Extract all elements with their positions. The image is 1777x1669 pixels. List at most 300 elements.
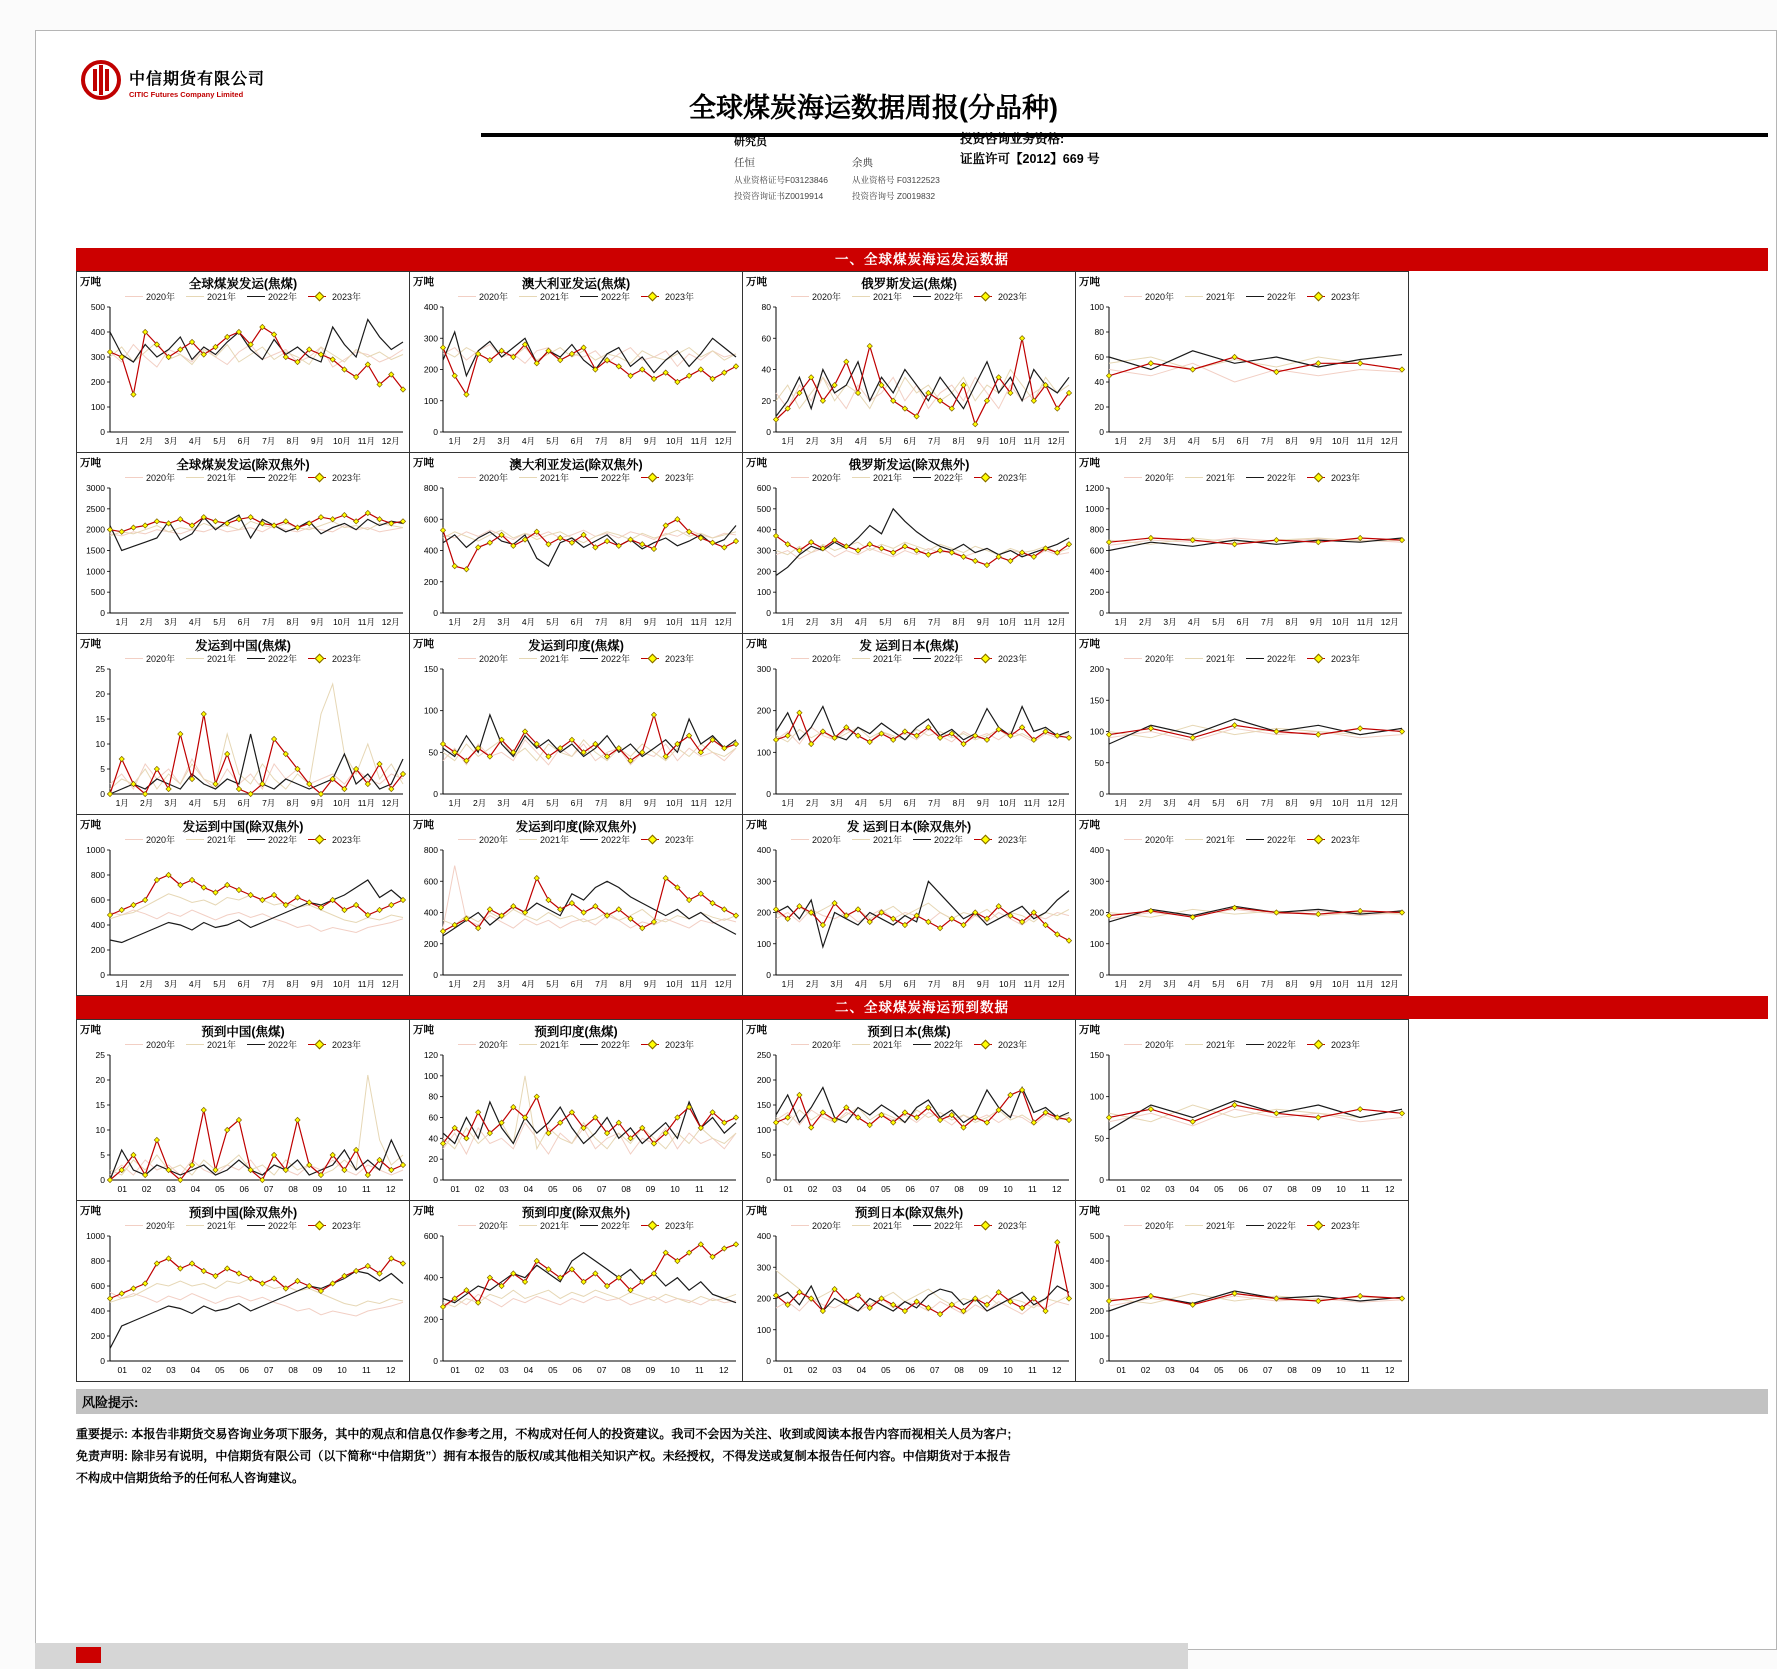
chart-title: 预到日本(焦煤) [867, 1025, 951, 1039]
x-tick-label: 6月 [903, 979, 917, 989]
x-tick-label: 09 [645, 1184, 656, 1194]
researcher-name: 任恒 [734, 157, 755, 169]
x-tick-label: 5月 [213, 436, 227, 446]
chart-legend [743, 290, 1075, 302]
x-tick-label: 07 [263, 1365, 274, 1375]
x-tick-label: 04 [1189, 1365, 1200, 1375]
title-underline [481, 61, 1768, 137]
legend-item [1124, 1219, 1174, 1232]
legend-label: 2023年 [665, 834, 695, 845]
chart-发 运到日本(除双焦外) [743, 815, 1076, 996]
section1-banner: 一、全球煤炭海运发运数据 [76, 248, 1768, 271]
chart-unit-label: 万吨 [1079, 276, 1100, 288]
legend-item [1246, 833, 1296, 846]
y-tick-label: 80 [761, 302, 771, 312]
x-tick-label: 02 [474, 1184, 485, 1194]
y-tick-label: 1000 [1085, 503, 1104, 514]
series-markers-2023年 [440, 712, 738, 763]
legend-diamond-marker [1314, 834, 1324, 844]
chart-legend [1076, 1038, 1408, 1050]
y-tick-label: 80 [428, 1091, 438, 1102]
x-tick-label: 05 [215, 1184, 225, 1194]
x-tick-label: 3月 [1163, 617, 1177, 627]
x-tick-label: 10月 [332, 979, 351, 989]
chart-发运到印度(除双焦外) [410, 815, 743, 996]
y-tick-label: 400 [1089, 845, 1104, 855]
chart-legend [1076, 652, 1408, 664]
x-tick-label: 01 [450, 1184, 460, 1194]
x-tick-label: 12 [719, 1365, 729, 1375]
x-tick-label: 04 [190, 1184, 201, 1194]
x-tick-label: 6月 [1236, 617, 1250, 627]
y-tick-label: 2000 [86, 524, 105, 535]
y-tick-label: 600 [423, 514, 438, 525]
x-tick-label: 01 [1116, 1365, 1126, 1375]
y-tick-label: 100 [1089, 1091, 1104, 1102]
series-line-2023年 [776, 713, 1069, 744]
chart-plot [743, 1051, 1074, 1198]
x-tick-label: 11 [1360, 1365, 1370, 1375]
y-tick-label: 0 [100, 970, 105, 980]
x-tick-label: 7月 [262, 436, 276, 446]
legend-label: 2021年 [1205, 472, 1235, 483]
chart-plot [743, 665, 1074, 812]
x-tick-label: 5月 [879, 798, 893, 808]
legend-diamond-marker [315, 1220, 325, 1230]
x-tick-label: 10 [1336, 1184, 1346, 1194]
chart-unit-label: 万吨 [746, 638, 767, 650]
researcher-1 [734, 155, 828, 206]
x-tick-label: 12月 [714, 617, 733, 627]
x-tick-label: 6月 [903, 436, 917, 446]
series-line-2022年 [776, 509, 1069, 576]
legend-label: 2023年 [1331, 1220, 1361, 1231]
legend-swatch [519, 839, 537, 840]
x-tick-label: 7月 [595, 617, 609, 627]
legend-item [186, 652, 236, 665]
x-tick-label: 11月 [357, 979, 376, 989]
y-tick-label: 100 [1089, 726, 1104, 737]
x-tick-label: 6月 [570, 979, 584, 989]
x-tick-label: 01 [783, 1365, 793, 1375]
x-tick-label: 3月 [164, 979, 178, 989]
legend-swatch [125, 477, 143, 478]
x-tick-label: 8月 [286, 979, 300, 989]
legend-swatch [519, 1044, 537, 1045]
y-tick-label: 800 [90, 1256, 105, 1266]
legend-item [1307, 652, 1360, 665]
legend-label: 2021年 [206, 1039, 236, 1050]
legend-diamond-marker [981, 653, 991, 663]
qualification-block [960, 129, 1100, 169]
x-tick-label: 3月 [164, 798, 178, 808]
legend-swatch [247, 658, 265, 659]
x-tick-label: 7月 [595, 436, 609, 446]
chart-unit-label: 万吨 [746, 457, 767, 469]
legend-label: 2021年 [872, 1039, 902, 1050]
legend-label: 2020年 [478, 472, 508, 483]
legend-item [1124, 1038, 1174, 1051]
y-tick-label: 0 [1099, 608, 1104, 618]
y-tick-label: 100 [1089, 938, 1104, 949]
legend-item [791, 1038, 841, 1051]
chart-cell-partial [1076, 1201, 1409, 1382]
legend-label: 2023年 [332, 291, 362, 302]
x-tick-label: 05 [548, 1365, 558, 1375]
x-tick-label: 12月 [381, 617, 400, 627]
x-tick-label: 9月 [310, 436, 325, 446]
chart-plot [410, 846, 741, 993]
legend-label: 2023年 [998, 291, 1028, 302]
y-tick-label: 600 [423, 876, 438, 887]
y-tick-label: 1000 [86, 845, 105, 855]
y-tick-label: 200 [756, 907, 771, 918]
legend-diamond-marker [648, 1220, 658, 1230]
legend-label: 2020年 [1144, 1220, 1174, 1231]
legend-item [1185, 1038, 1235, 1051]
chart-unit-label: 万吨 [746, 1024, 767, 1036]
x-tick-label: 06 [1238, 1184, 1249, 1194]
y-tick-label: 3000 [86, 483, 105, 493]
legend-swatch [458, 658, 476, 659]
x-tick-label: 09 [1311, 1184, 1322, 1194]
legend-swatch [791, 296, 809, 297]
y-tick-label: 300 [90, 352, 105, 362]
x-tick-label: 10月 [665, 436, 684, 446]
legend-swatch [1185, 477, 1203, 478]
legend-label: 2023年 [665, 1039, 695, 1050]
legend-label: 2023年 [998, 834, 1028, 845]
chart-俄罗斯发运(焦煤) [743, 272, 1076, 453]
legend-swatch [125, 839, 143, 840]
legend-label: 2022年 [601, 1220, 631, 1231]
legend-label: 2022年 [601, 1039, 631, 1050]
x-tick-label: 2月 [473, 617, 487, 627]
legend-label: 2022年 [934, 291, 964, 302]
y-tick-label: 150 [756, 1100, 771, 1110]
x-tick-label: 2月 [473, 979, 487, 989]
x-tick-label: 11月 [1356, 436, 1375, 446]
x-tick-label: 10月 [665, 617, 684, 627]
legend-item [1185, 290, 1235, 303]
chart-unit-label: 万吨 [80, 1205, 101, 1217]
chart-unit-label: 万吨 [1079, 1024, 1100, 1036]
chart-预到日本(除双焦外) [743, 1201, 1076, 1382]
x-tick-label: 3月 [830, 798, 844, 808]
legend-label: 2020年 [145, 1220, 175, 1231]
x-tick-label: 11月 [1023, 617, 1042, 627]
x-tick-label: 03 [499, 1184, 509, 1194]
company-logo-block [80, 59, 265, 106]
x-tick-label: 5月 [1212, 979, 1226, 989]
chart-unit-label: 万吨 [413, 276, 434, 288]
legend-label: 2022年 [268, 1220, 298, 1231]
x-tick-label: 8月 [952, 798, 966, 808]
legend-item [1307, 1038, 1360, 1051]
x-tick-label: 4月 [854, 617, 869, 627]
y-tick-label: 500 [1089, 1231, 1104, 1241]
x-tick-label: 7月 [1261, 436, 1275, 446]
legend-label: 2021年 [206, 1220, 236, 1231]
x-tick-label: 9月 [1309, 979, 1324, 989]
x-tick-label: 12 [1052, 1184, 1062, 1194]
chart-unit-label: 万吨 [413, 1205, 434, 1217]
x-tick-label: 10月 [665, 798, 684, 808]
x-tick-label: 2月 [806, 798, 820, 808]
legend-item [519, 652, 569, 665]
legend-label: 2023年 [332, 472, 362, 483]
x-tick-label: 3月 [497, 436, 511, 446]
legend-label: 2020年 [478, 1039, 508, 1050]
x-tick-label: 8月 [1285, 617, 1299, 627]
legend-item [913, 1038, 963, 1051]
legend-label: 2020年 [1144, 834, 1174, 845]
chart-预到中国(焦煤) [77, 1020, 410, 1201]
legend-item [852, 833, 902, 846]
chart-title [1076, 455, 1408, 471]
legend-swatch [1246, 1225, 1264, 1226]
x-tick-label: 4月 [1187, 979, 1202, 989]
chart-unit-label: 万吨 [746, 1205, 767, 1217]
x-tick-label: 12月 [381, 798, 400, 808]
series-line-2023年 [443, 1244, 736, 1307]
qualification-line1: 投资咨询业务资格: [960, 132, 1065, 146]
y-tick-label: 100 [756, 587, 771, 598]
legend-diamond-marker [1314, 291, 1324, 301]
series-markers-2023年 [1106, 1291, 1404, 1307]
y-tick-label: 400 [756, 524, 771, 535]
x-tick-label: 07 [929, 1365, 940, 1375]
legend-swatch [1124, 839, 1142, 840]
legend-label: 2023年 [1331, 472, 1361, 483]
x-tick-label: 2月 [806, 436, 820, 446]
y-tick-label: 50 [1094, 757, 1104, 768]
chart-title: 澳大利亚发运(焦煤) [521, 277, 631, 291]
x-tick-label: 4月 [521, 617, 536, 627]
chart-title [1076, 274, 1408, 290]
legend-item [125, 652, 175, 665]
legend-diamond-marker [315, 834, 325, 844]
x-tick-label: 4月 [188, 979, 203, 989]
y-tick-label: 60 [1094, 352, 1104, 362]
x-tick-label: 04 [523, 1365, 534, 1375]
legend-item [1185, 833, 1235, 846]
legend-swatch [852, 477, 870, 478]
legend-label: 2022年 [268, 1039, 298, 1050]
legend-swatch [1124, 658, 1142, 659]
y-tick-label: 600 [90, 895, 105, 905]
series-line-2023年 [110, 875, 403, 915]
legend-swatch [125, 1225, 143, 1226]
legend-label: 2023年 [998, 1220, 1028, 1231]
chart-legend [410, 290, 742, 302]
y-tick-label: 400 [423, 1272, 438, 1283]
x-tick-label: 7月 [928, 617, 942, 627]
legend-label: 2022年 [268, 834, 298, 845]
chart-title: 发运到印度(除双焦外) [515, 820, 637, 834]
x-tick-label: 2月 [1139, 798, 1153, 808]
x-tick-label: 8月 [952, 436, 966, 446]
series-markers-2023年 [107, 872, 405, 917]
legend-swatch [186, 477, 204, 478]
legend-item [1246, 290, 1296, 303]
x-tick-label: 02 [807, 1365, 818, 1375]
y-tick-label: 0 [433, 970, 438, 980]
series-line-2023年 [110, 327, 403, 395]
legend-swatch [458, 296, 476, 297]
y-tick-label: 5 [100, 1150, 105, 1160]
x-tick-label: 6月 [570, 436, 584, 446]
legend-diamond-marker [981, 472, 991, 482]
series-markers-2023年 [107, 1256, 405, 1301]
x-tick-label: 11 [1027, 1184, 1037, 1194]
legend-diamond-marker [648, 472, 658, 482]
legend-diamond-marker [648, 1039, 658, 1049]
legend-swatch [125, 1044, 143, 1045]
x-tick-label: 11月 [690, 436, 709, 446]
y-tick-label: 0 [100, 608, 105, 618]
y-tick-label: 100 [756, 938, 771, 949]
charts-grid-shipment [76, 271, 1409, 996]
legend-item [247, 1038, 297, 1051]
x-tick-label: 8月 [286, 436, 300, 446]
y-tick-label: 800 [423, 483, 438, 493]
chart-legend [77, 471, 409, 483]
x-tick-label: 04 [1189, 1184, 1200, 1194]
x-tick-label: 10月 [998, 979, 1017, 989]
y-tick-label: 250 [756, 1050, 771, 1060]
researcher-credential: 投资咨询证书Z0019914 [734, 191, 824, 201]
legend-label: 2021年 [1205, 1039, 1235, 1050]
chart-legend [743, 1038, 1075, 1050]
y-tick-label: 600 [1089, 545, 1104, 556]
y-tick-label: 400 [90, 1306, 105, 1316]
legend-swatch [519, 296, 537, 297]
legend-item [1185, 652, 1235, 665]
chart-plot [77, 846, 408, 993]
y-tick-label: 0 [1099, 1356, 1104, 1366]
x-tick-label: 12月 [714, 979, 733, 989]
y-tick-label: 300 [423, 333, 438, 344]
researchers-block [734, 133, 940, 206]
legend-item [186, 1038, 236, 1051]
legend-label: 2020年 [145, 1039, 175, 1050]
chart-title: 发运到中国(焦煤) [195, 639, 291, 653]
x-tick-label: 10 [1003, 1365, 1013, 1375]
legend-item [913, 1219, 963, 1232]
legend-label: 2021年 [206, 834, 236, 845]
x-tick-label: 12 [1052, 1365, 1062, 1375]
company-name-cn: 中信期货有限公司 [129, 71, 266, 88]
legend-swatch [580, 1044, 598, 1045]
chart-unit-label: 万吨 [1079, 1205, 1100, 1217]
x-tick-label: 4月 [854, 436, 869, 446]
y-tick-label: 150 [1089, 695, 1104, 706]
x-tick-label: 9月 [310, 979, 325, 989]
chart-title: 预到印度(除双焦外) [521, 1206, 631, 1220]
x-tick-label: 5月 [1212, 436, 1226, 446]
y-tick-label: 100 [423, 1070, 438, 1081]
legend-item [1246, 652, 1296, 665]
legend-label: 2020年 [145, 291, 175, 302]
legend-label: 2023年 [1331, 1039, 1361, 1050]
x-tick-label: 10 [1336, 1365, 1346, 1375]
y-tick-label: 200 [423, 364, 438, 375]
x-tick-label: 6月 [1236, 979, 1250, 989]
y-tick-label: 0 [433, 789, 438, 799]
x-tick-label: 03 [166, 1184, 176, 1194]
legend-label: 2022年 [601, 291, 631, 302]
legend-swatch [852, 658, 870, 659]
x-tick-label: 7月 [262, 798, 276, 808]
legend-swatch [913, 658, 931, 659]
y-tick-label: 0 [433, 1356, 438, 1366]
legend-label: 2020年 [478, 653, 508, 664]
y-tick-label: 200 [756, 566, 771, 577]
legend-swatch [913, 477, 931, 478]
legend-label: 2021年 [539, 1220, 569, 1231]
legend-item [641, 1038, 694, 1051]
legend-item [1124, 652, 1174, 665]
series-line-2023年 [443, 1097, 736, 1144]
chart-title: 俄罗斯发运(除双焦外) [848, 458, 970, 472]
x-tick-label: 05 [215, 1365, 225, 1375]
chart-unit-label: 万吨 [1079, 819, 1100, 831]
x-tick-label: 02 [141, 1184, 152, 1194]
x-tick-label: 3月 [830, 979, 844, 989]
chart-legend [410, 833, 742, 845]
x-tick-label: 11月 [357, 617, 376, 627]
chart-title: 预到日本(除双焦外) [854, 1206, 964, 1220]
x-tick-label: 1月 [1114, 979, 1128, 989]
legend-swatch [791, 1044, 809, 1045]
y-tick-label: 200 [1089, 664, 1104, 674]
x-tick-label: 6月 [903, 617, 917, 627]
x-tick-label: 08 [954, 1365, 964, 1375]
x-tick-label: 5月 [546, 798, 560, 808]
y-tick-label: 15 [95, 714, 105, 724]
legend-item [641, 471, 694, 484]
legend-item [580, 1219, 630, 1232]
chart-全球煤炭发运(除双焦外) [77, 453, 410, 634]
x-tick-label: 4月 [1187, 436, 1202, 446]
y-tick-label: 80 [1094, 327, 1104, 337]
x-tick-label: 12月 [1380, 798, 1399, 808]
y-tick-label: 20 [428, 1154, 438, 1165]
x-tick-label: 11月 [690, 979, 709, 989]
chart-unit-label: 万吨 [1079, 457, 1100, 469]
y-tick-label: 2500 [86, 503, 105, 514]
chart-title: 预到中国(焦煤) [201, 1025, 285, 1039]
x-tick-label: 02 [1140, 1184, 1151, 1194]
legend-diamond-marker [315, 472, 325, 482]
chart-澳大利亚发运(除双焦外) [410, 453, 743, 634]
legend-label: 2022年 [1267, 653, 1297, 664]
y-tick-label: 300 [756, 664, 771, 674]
legend-label: 2023年 [665, 291, 695, 302]
legend-label: 2023年 [998, 472, 1028, 483]
legend-item [974, 290, 1027, 303]
footer-red-box [76, 1647, 101, 1663]
x-tick-label: 12月 [1047, 798, 1066, 808]
x-tick-label: 08 [1287, 1184, 1297, 1194]
series-line-2020年 [443, 866, 736, 929]
legend-diamond-marker [315, 653, 325, 663]
legend-item [913, 652, 963, 665]
x-tick-label: 8月 [952, 617, 966, 627]
chart-全球煤炭发运(焦煤) [77, 272, 410, 453]
legend-diamond-marker [315, 291, 325, 301]
